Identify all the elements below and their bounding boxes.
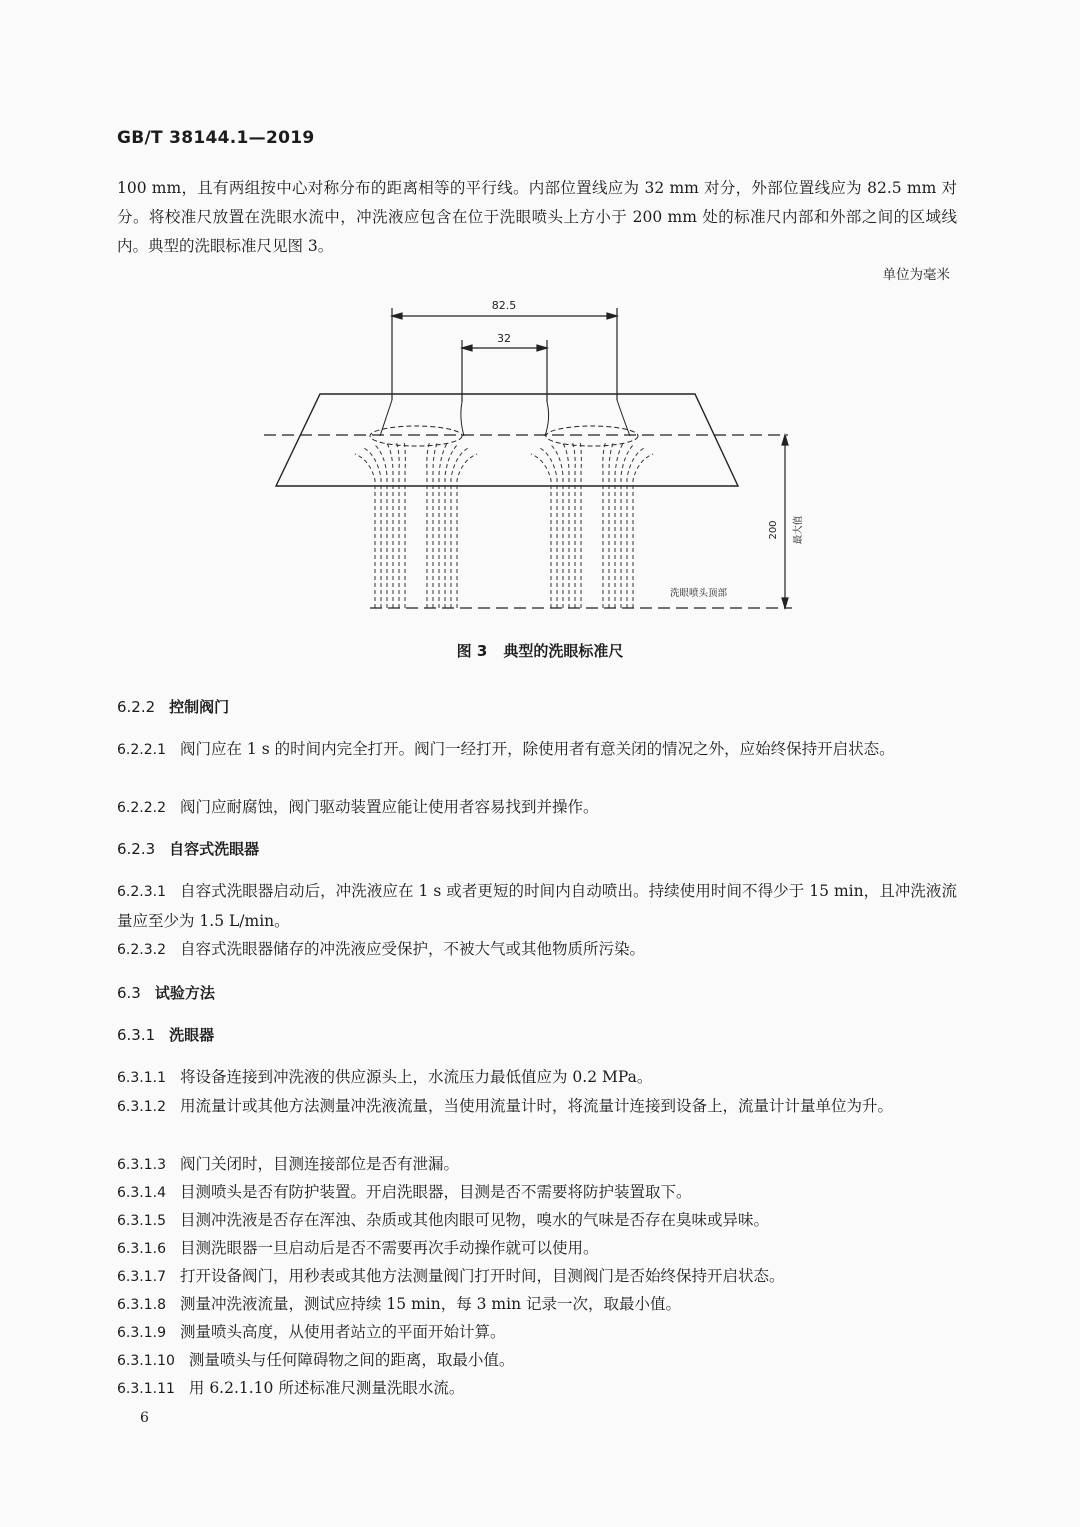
clause-6-3-1-1: 6.3.1.1 将设备连接到冲洗液的供应源头上，水流压力最低值应为 0.2 MPa。	[117, 1068, 653, 1086]
heading-6-2-3: 6.2.3 自容式洗眼器	[117, 840, 260, 858]
dimension-height	[782, 435, 788, 608]
clause-6-3-1-7: 6.3.1.7 打开设备阀门，用秒表或其他方法测量阀门打开时间，目测阀门是否始终保持开启状态。	[117, 1267, 785, 1285]
clause-6-3-1-9: 6.3.1.9 测量喷头高度，从使用者站立的平面开始计算。	[117, 1323, 506, 1341]
clause-6-3-1-2: 6.3.1.2 用流量计或其他方法测量冲洗液流量，当使用流量计时，将流量计连接到设备上，流量计计量单位为升。	[117, 1097, 893, 1115]
dimension-inner-label: 32	[497, 332, 511, 345]
spray-streams-right	[531, 441, 653, 608]
clause-6-3-1-3: 6.3.1.3 阀门关闭时，目测连接部位是否有泄漏。	[117, 1155, 459, 1173]
clause-6-2-2-2: 6.2.2.2 阀门应耐腐蚀，阀门驱动装置应能让使用者容易找到并操作。	[117, 798, 599, 816]
clause-6-3-1-6: 6.3.1.6 目测洗眼器一旦启动后是否不需要再次手动操作就可以使用。	[117, 1239, 599, 1257]
spray-ellipse-right	[546, 426, 638, 446]
clause-6-3-1-10: 6.3.1.10 测量喷头与任何障碍物之间的距离，取最小值。	[117, 1351, 515, 1369]
clause-6-2-2-1: 6.2.2.1 阀门应在 1 s 的时间内完全打开。阀门一经打开，除使用者有意关闭的情况之外，应始终保持开启状态。	[117, 740, 895, 758]
figure-caption-number: 图 3	[456, 642, 488, 660]
spray-ellipse-left	[370, 426, 462, 446]
dimension-inner	[462, 340, 547, 402]
clause-6-3-1-4: 6.3.1.4 目测喷头是否有防护装置。开启洗眼器，目测是否不需要将防护装置取下。	[117, 1183, 692, 1201]
nozzle-top-label: 洗眼喷头顶部	[670, 588, 728, 599]
clause-6-2-3-1: 6.2.3.1 自容式洗眼器启动后，冲洗液应在 1 s 或者更短的时间内自动喷出。持续使用时间不得少于 15 min，且冲洗液流量应至少为 1.5 L/min。	[117, 882, 957, 930]
heading-6-2-2: 6.2.2 控制阀门	[117, 698, 230, 716]
max-value-label: 最大值	[793, 515, 804, 545]
gauge-plate	[276, 394, 738, 486]
clause-6-2-3-2: 6.2.3.2 自容式洗眼器储存的冲洗液应受保护，不被大气或其他物质所污染。	[117, 940, 645, 958]
eyewash-gauge-figure	[240, 290, 804, 620]
figure-caption	[0, 640, 1080, 661]
intro-paragraph: 100 mm，且有两组按中心对称分布的距离相等的平行线。内部位置线应为 32 mm 对分，外部位置线应为 82.5 mm 对分。将校准尺放置在洗眼水流中，冲洗液应包含在位于洗眼喷头上方小于 200 mm 处的标准尺内部和外部之间的区域线内。典型的洗眼标准尺见图 3。	[117, 179, 957, 255]
dimension-height-label: 200	[768, 520, 779, 540]
heading-6-3-1: 6.3.1 洗眼器	[117, 1026, 215, 1044]
clause-6-3-1-5: 6.3.1.5 目测冲洗液是否存在浑浊、杂质或其他肉眼可见物，嗅水的气味是否存在臭味或异味。	[117, 1211, 769, 1229]
dimension-outer	[392, 308, 617, 400]
clause-6-3-1-11: 6.3.1.11 用 6.2.1.10 所述标准尺测量洗眼水流。	[117, 1379, 465, 1397]
unit-note: 单位为毫米	[882, 267, 950, 283]
spray-streams-left	[355, 441, 477, 608]
figure-caption-title: 典型的洗眼标准尺	[503, 642, 624, 660]
dimension-outer-label: 82.5	[491, 299, 517, 312]
heading-6-3: 6.3 试验方法	[117, 984, 215, 1002]
standard-code-header: GB/T 38144.1—2019	[117, 128, 315, 148]
clause-6-3-1-8: 6.3.1.8 测量冲洗液流量，测试应持续 15 min，每 3 min 记录一次，取最小值。	[117, 1295, 681, 1313]
page-number: 6	[140, 1410, 149, 1426]
